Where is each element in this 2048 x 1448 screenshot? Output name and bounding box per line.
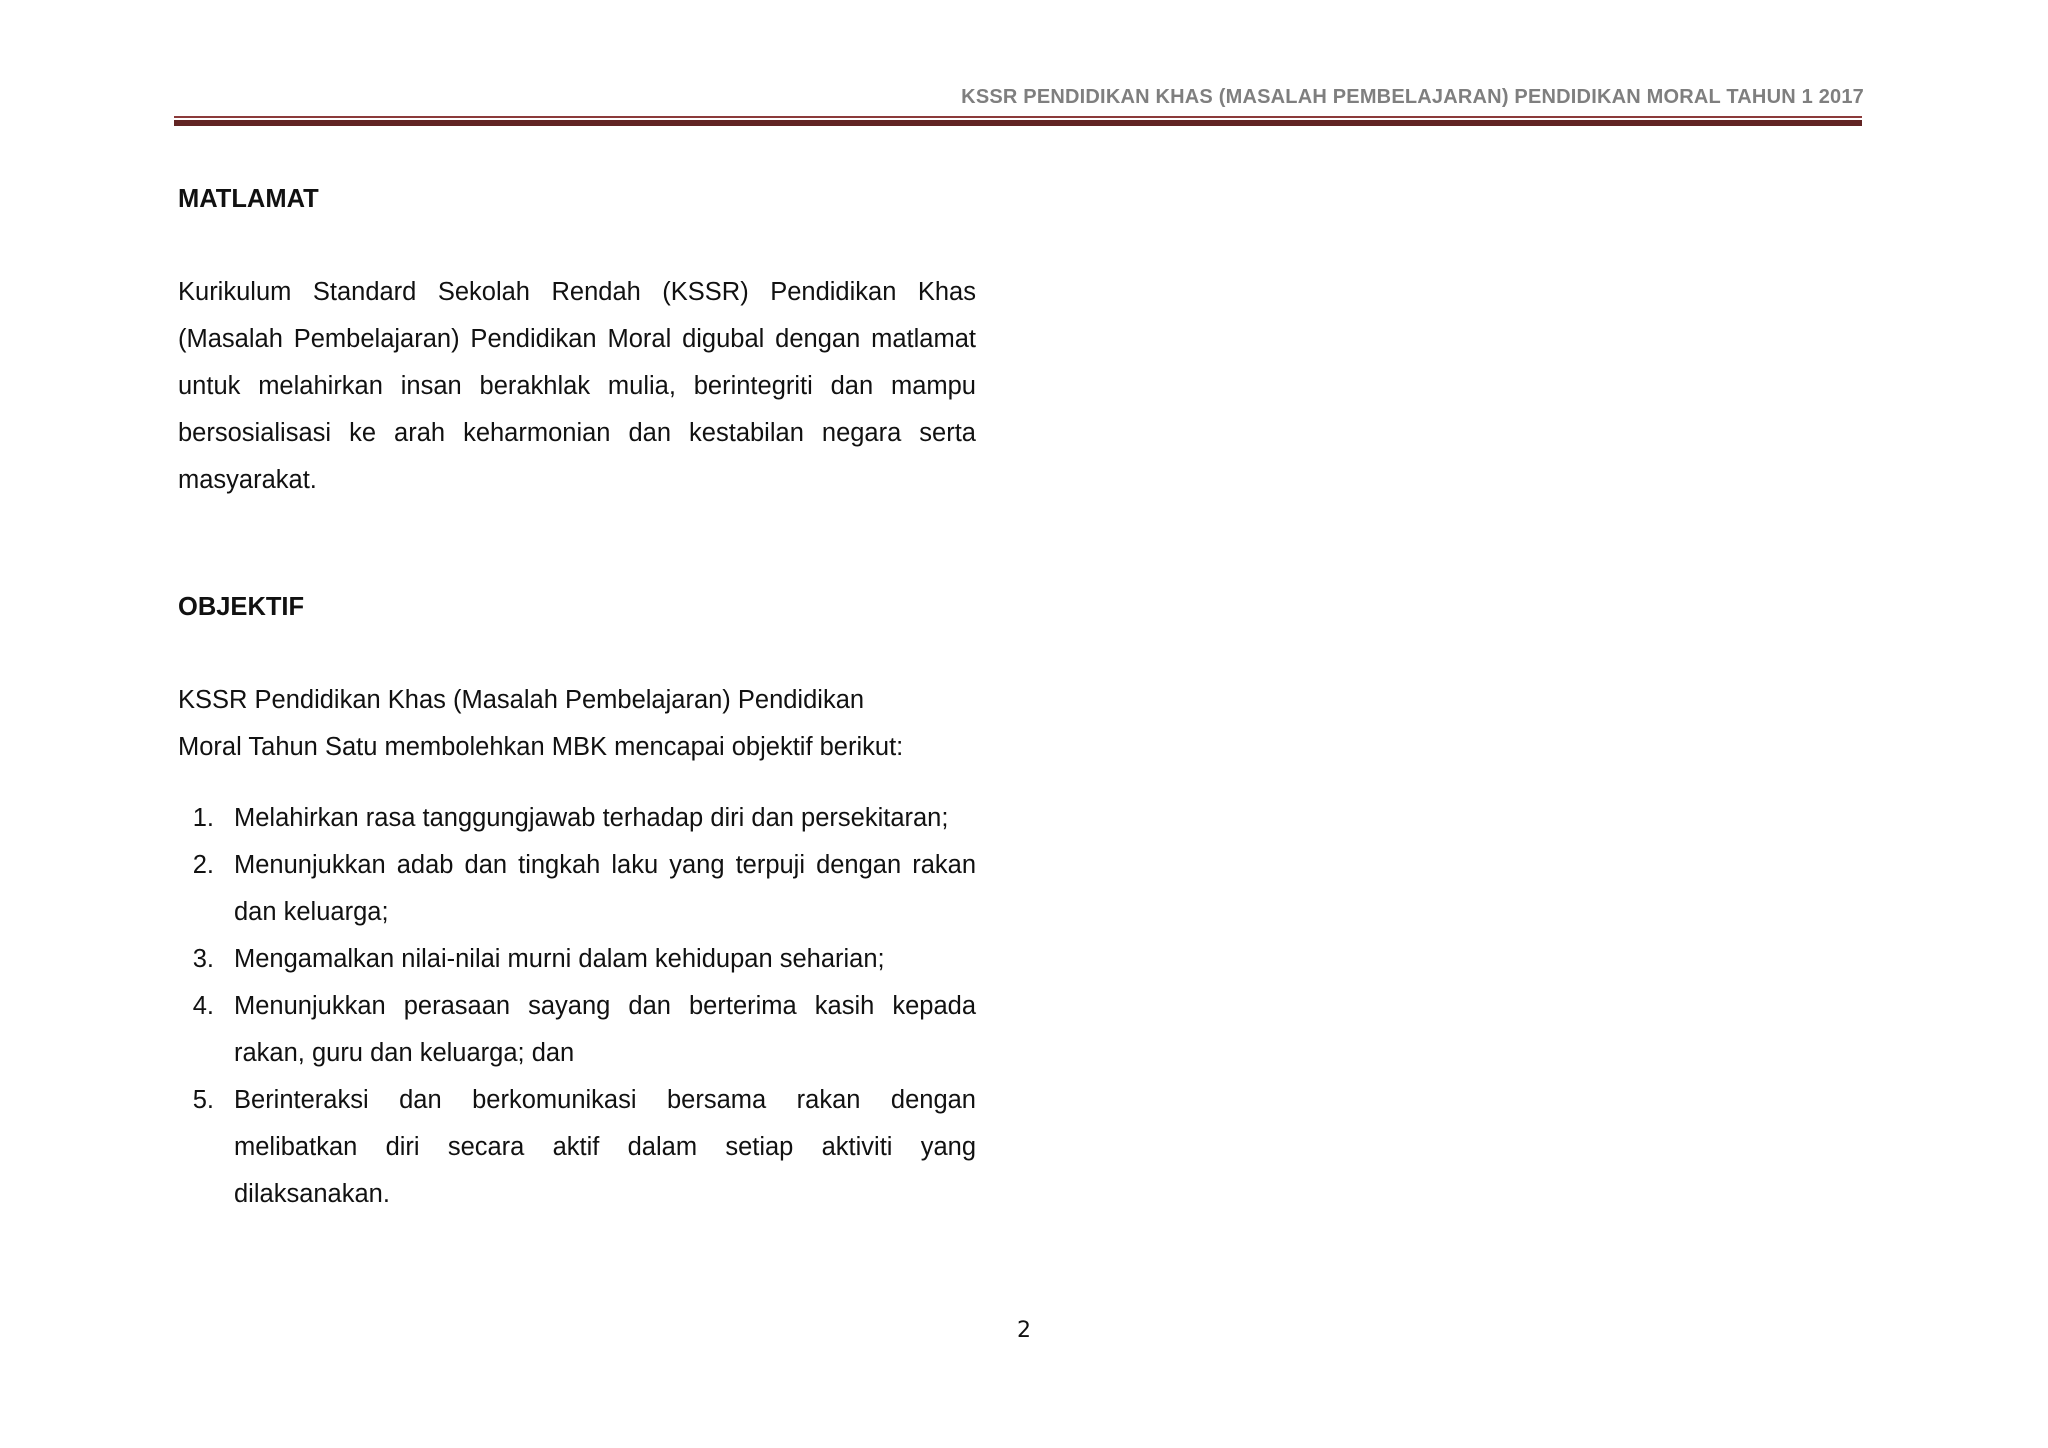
matlamat-section [178, 176, 976, 504]
matlamat-heading: MATLAMAT [178, 185, 319, 213]
list-item-number: 5. [192, 1086, 214, 1114]
list-item-text: Mengamalkan nilai-nilai murni dalam kehidupan seharian; [234, 945, 885, 973]
matlamat-paragraph: Kurikulum Standard Sekolah Rendah (KSSR) Pendidikan Khas (Masalah Pembelajaran) Pendidikan Moral digubal dengan matlamat untuk melahirkan insan berakhlak mulia, berintegriti dan mampu bersosialisasi ke arah keharmonian dan kestabilan negara serta masyarakat. [178, 278, 976, 494]
page-number: 2 [1017, 1318, 1031, 1343]
list-item-number: 1. [192, 804, 214, 832]
objektif-list-item [178, 795, 976, 842]
list-item-number: 3. [192, 945, 214, 973]
objektif-list-item [178, 936, 976, 983]
objektif-heading: OBJEKTIF [178, 593, 305, 621]
objektif-intro [178, 677, 976, 771]
list-item-text: Berinteraksi dan berkomunikasi bersama rakan dengan melibatkan diri secara aktif dalam setiap aktiviti yang dilaksanakan. [234, 1086, 976, 1208]
objektif-section [178, 584, 976, 1218]
page-header-title: KSSR PENDIDIKAN KHAS (MASALAH PEMBELAJARAN) PENDIDIKAN MORAL TAHUN 1 2017 [961, 86, 1864, 108]
list-item-text: Menunjukkan perasaan sayang dan berterima kasih kepada rakan, guru dan keluarga; dan [234, 992, 976, 1067]
objektif-list-item [178, 1077, 976, 1218]
header-divider-thin [174, 116, 1862, 118]
objektif-intro-line-1: KSSR Pendidikan Khas (Masalah Pembelajaran) Pendidikan [178, 686, 865, 714]
list-item-text: Menunjukkan adab dan tingkah laku yang terpuji dengan rakan dan keluarga; [234, 851, 976, 926]
objektif-list-item [178, 983, 976, 1077]
objektif-list-item [178, 842, 976, 936]
list-item-number: 2. [192, 851, 214, 879]
header-divider-thick [174, 120, 1862, 126]
list-item-number: 4. [192, 992, 214, 1020]
objektif-list [178, 795, 976, 1218]
document-body [178, 176, 976, 1218]
list-item-text: Melahirkan rasa tanggungjawab terhadap diri dan persekitaran; [234, 804, 949, 832]
objektif-intro-line-2: Moral Tahun Satu membolehkan MBK mencapai objektif berikut: [178, 733, 904, 761]
